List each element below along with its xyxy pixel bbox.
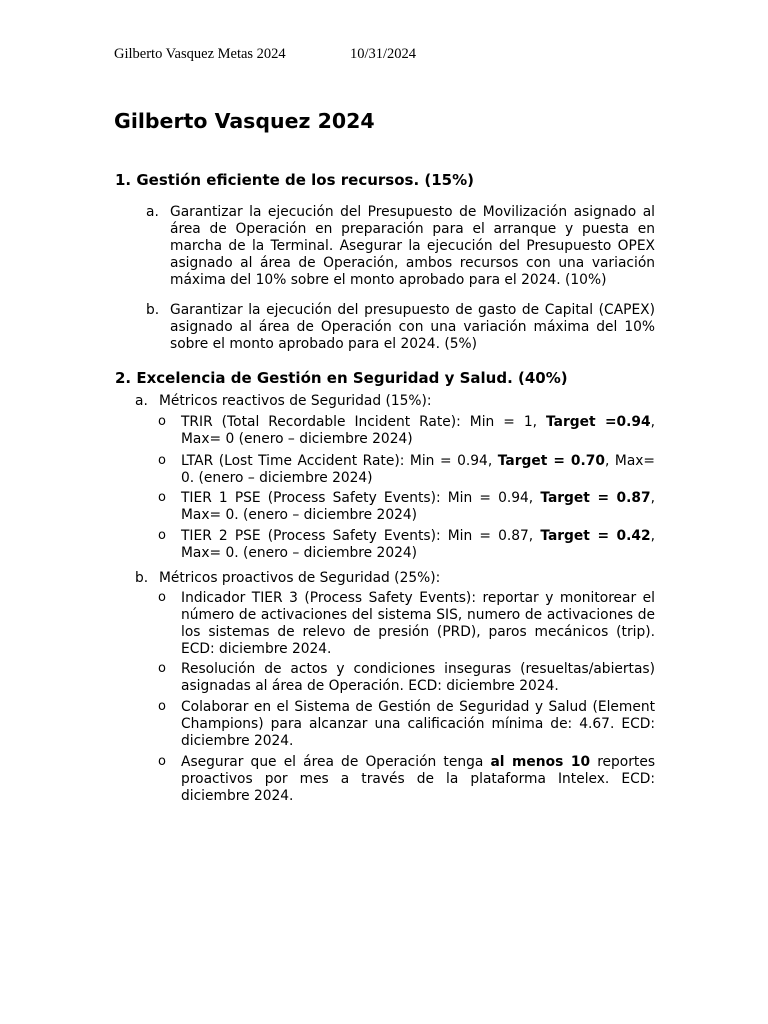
bullet-item xyxy=(158,699,655,750)
bullet-text: Asegurar que el área de Operación tenga al menos 10 reportes proactivos por mes a través de la plataforma Intelex. ECD: diciembre 2024. xyxy=(181,754,656,804)
bullet-item xyxy=(158,528,655,562)
section-heading-seguridad: 2. Excelencia de Gestión en Seguridad y Salud. (40%) xyxy=(115,369,568,387)
target-value: Target = 0.42 xyxy=(540,528,651,544)
bullet-marker: o xyxy=(158,414,166,429)
list-marker: a. xyxy=(135,393,148,409)
bullet-item xyxy=(158,590,655,658)
bullet-marker: o xyxy=(158,453,166,468)
bullet-text: Indicador TIER 3 (Process Safety Events): reportar y monitorear el número de activaciones del sistema SIS, numero de activaciones de los sistemas de relevo de presión (PRD), paros mecánicos (trip). ECD: diciembre 2024. xyxy=(181,590,655,657)
bullet-marker: o xyxy=(158,699,166,714)
bullet-item xyxy=(158,754,655,805)
subsection-label-text: Métricos reactivos de Seguridad (15%): xyxy=(159,393,432,409)
list-item xyxy=(146,302,655,353)
list-item-text: Garantizar la ejecución del presupuesto de gasto de Capital (CAPEX) asignado al área de Operación con una variación máxima del 10% sobre el monto aprobado para el 2024. (5%) xyxy=(170,302,655,352)
list-item xyxy=(146,204,655,289)
subsection-label-text: Métricos proactivos de Seguridad (25%): xyxy=(159,570,441,586)
header-document-title: Gilberto Vasquez Metas 2024 xyxy=(114,46,286,62)
bullet-item xyxy=(158,453,655,487)
bullet-item xyxy=(158,490,655,524)
subsection-label xyxy=(135,393,655,410)
bullet-text: Resolución de actos y condiciones inseguras (resueltas/abiertas) asignadas al área de Operación. ECD: diciembre 2024. xyxy=(181,661,655,694)
bullet-marker: o xyxy=(158,661,166,676)
bullet-marker: o xyxy=(158,490,166,505)
target-value: Target = 0.70 xyxy=(497,453,605,469)
bullet-item xyxy=(158,661,655,695)
bullet-text: TIER 1 PSE (Process Safety Events): Min = 0.94, Target = 0.87, Max= 0. (enero – diciembre 2024) xyxy=(181,490,655,523)
bullet-marker: o xyxy=(158,754,166,769)
section-heading-recursos: 1. Gestión eficiente de los recursos. (15%) xyxy=(115,171,474,189)
bullet-item xyxy=(158,414,655,448)
highlight-value: al menos 10 xyxy=(490,754,591,770)
bullet-text: TRIR (Total Recordable Incident Rate): Min = 1, Target =0.94, Max= 0 (enero – diciembre 2024) xyxy=(181,414,655,447)
list-marker: a. xyxy=(146,204,159,220)
header-date: 10/31/2024 xyxy=(350,46,417,62)
bullet-marker: o xyxy=(158,528,166,543)
bullet-marker: o xyxy=(158,590,166,605)
bullet-text: Colaborar en el Sistema de Gestión de Seguridad y Salud (Element Champions) para alcanzar una calificación mínima de: 4.67. ECD: diciembre 2024. xyxy=(181,699,655,749)
list-marker: b. xyxy=(135,570,149,586)
target-value: Target =0.94 xyxy=(546,414,651,430)
bullet-text: LTAR (Lost Time Accident Rate): Min = 0.94, Target = 0.70, Max= 0. (enero – diciembre 2024) xyxy=(181,453,655,486)
target-value: Target = 0.87 xyxy=(540,490,651,506)
bullet-text: TIER 2 PSE (Process Safety Events): Min = 0.87, Target = 0.42, Max= 0. (enero – diciembre 2024) xyxy=(181,528,655,561)
list-item-text: Garantizar la ejecución del Presupuesto de Movilización asignado al área de Operación en preparación para el arranque y puesta en marcha de la Terminal. Asegurar la ejecución del Presupuesto OPEX asignado al área de Operación, ambos recursos con una variación máxima del 10% sobre el monto aprobado para el 2024. (10%) xyxy=(170,204,655,288)
subsection-label xyxy=(135,570,655,587)
list-marker: b. xyxy=(146,302,160,318)
document-title: Gilberto Vasquez 2024 xyxy=(114,109,375,133)
